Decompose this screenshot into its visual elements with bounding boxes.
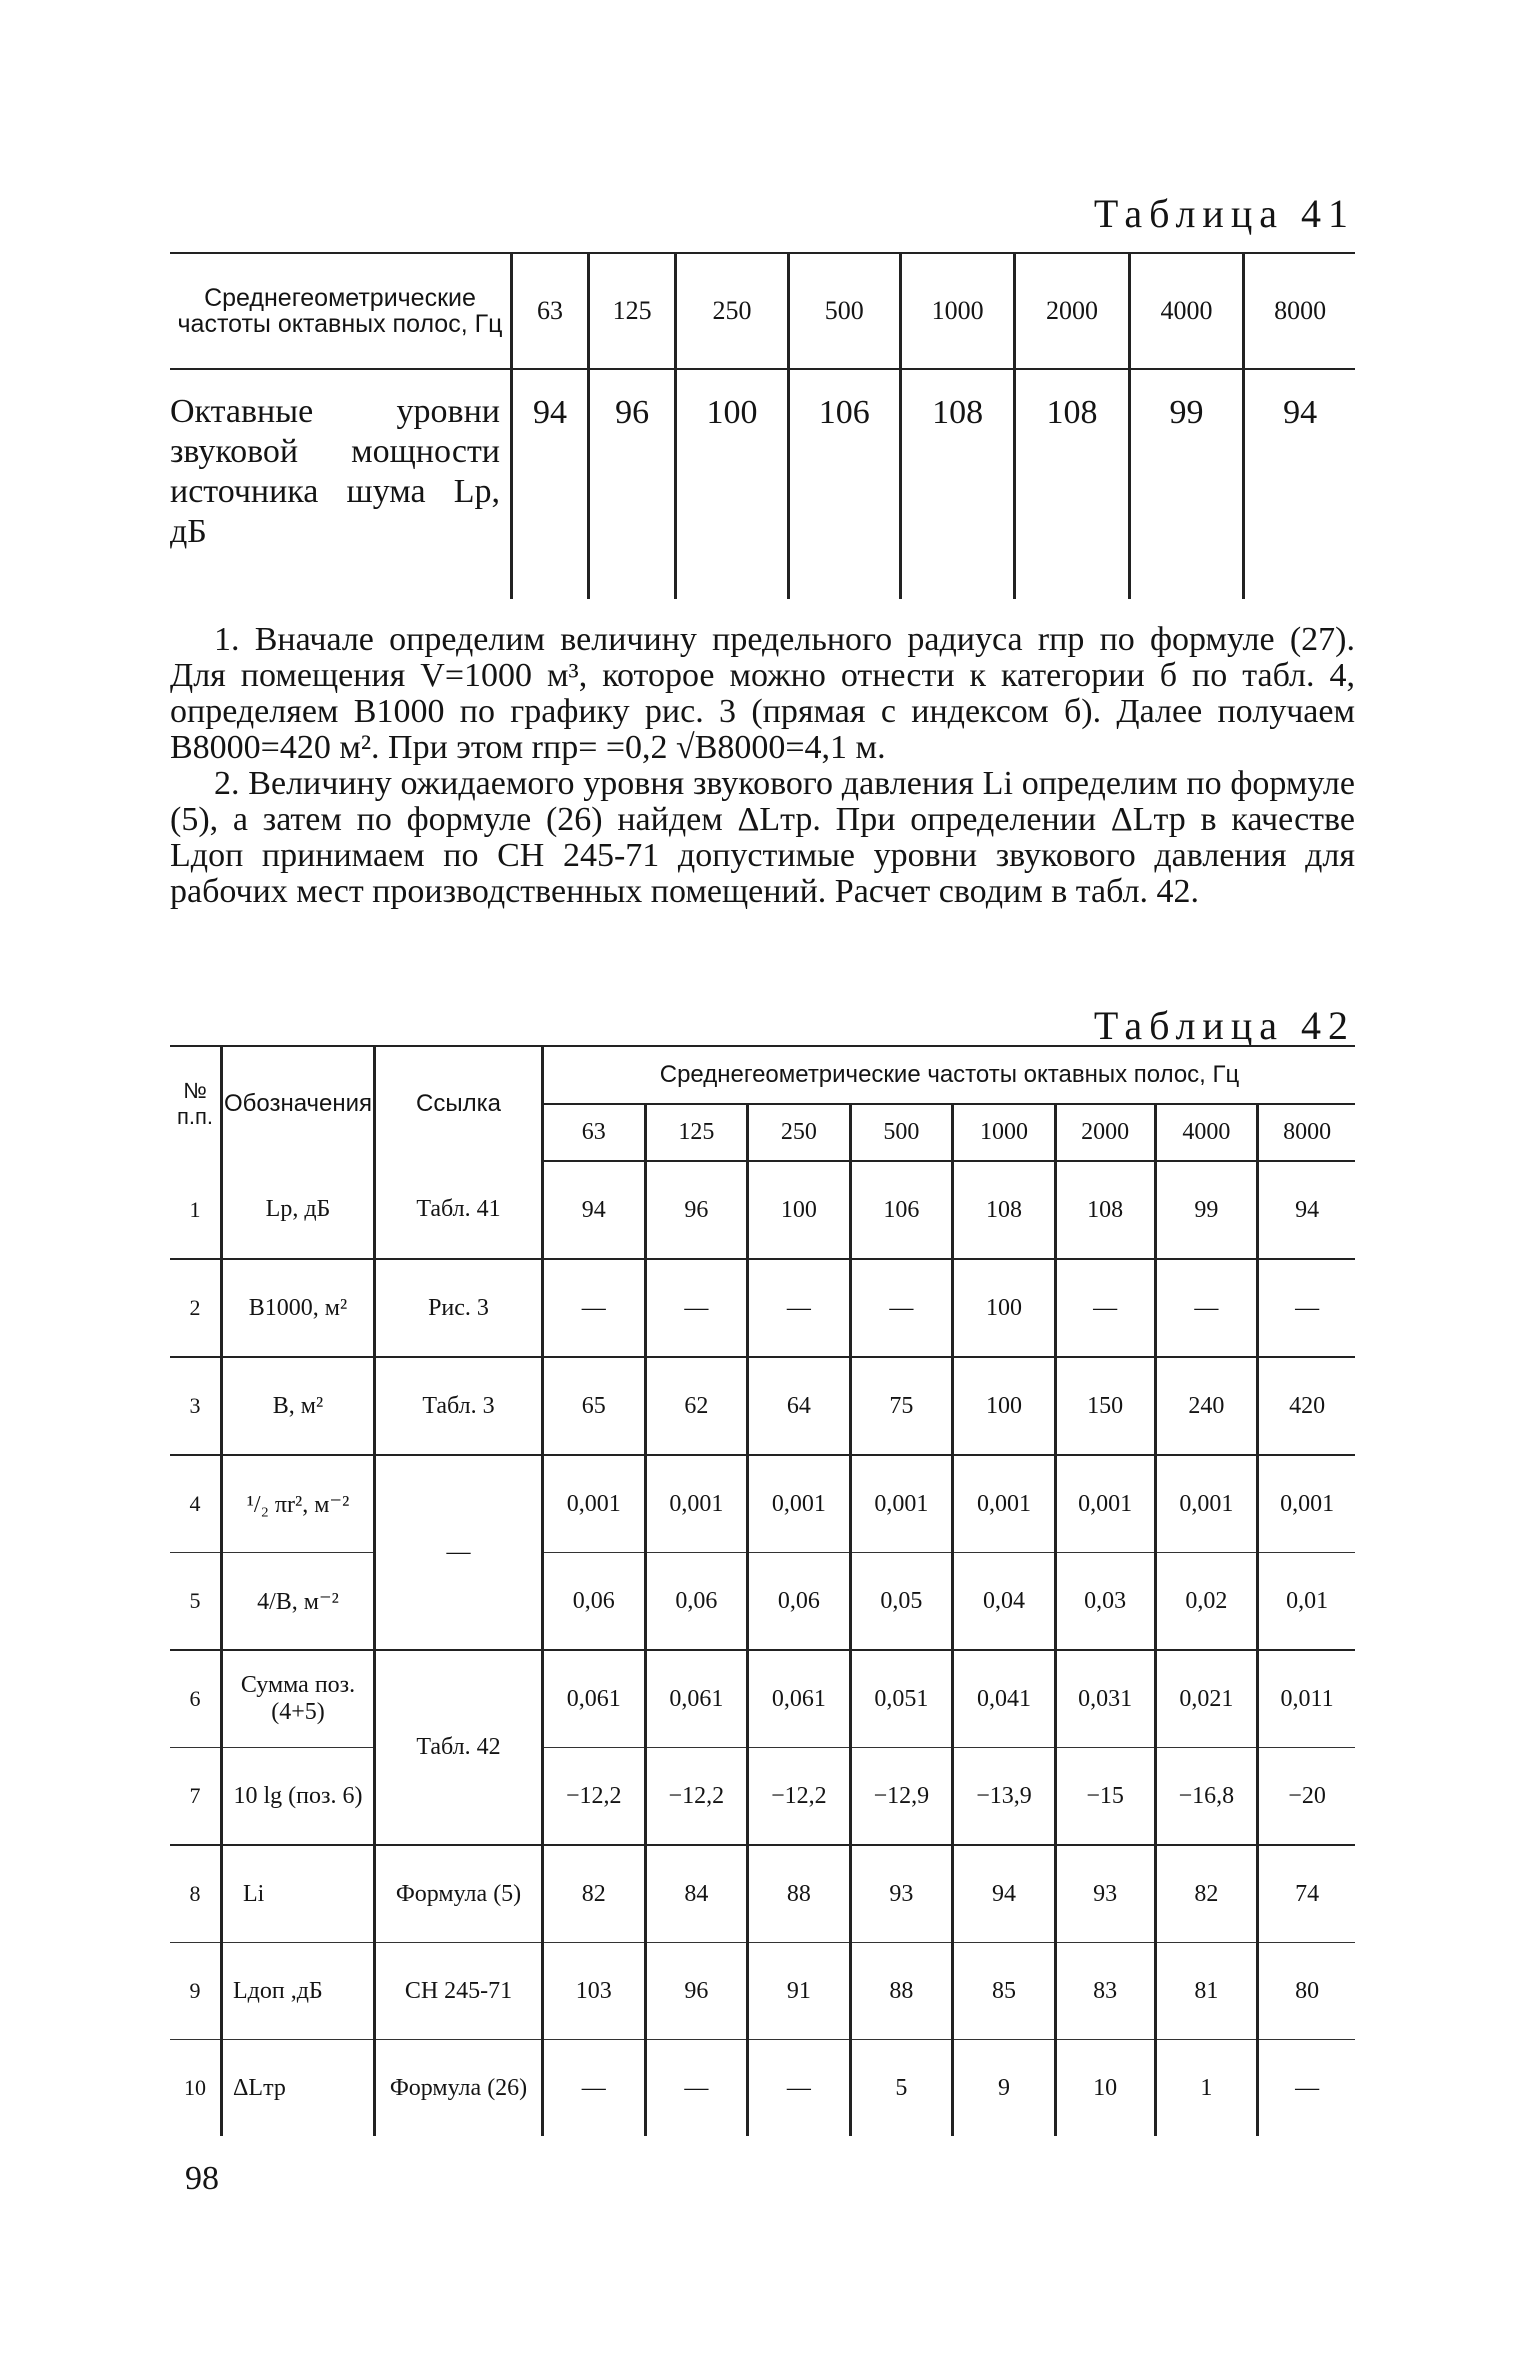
freq-header: 4000 xyxy=(1155,1104,1258,1161)
table-42-caption: Таблица 42 xyxy=(1093,1003,1355,1048)
table-row xyxy=(170,1553,1355,1651)
table-41-value: 94 xyxy=(512,369,589,599)
paragraph-2: 2. Величину ожидаемого уровня звукового давления Li определим по формуле (5), а затем по формуле (26) найдем ΔLтр. При определении ΔLтр в качестве Lдоп принимаем по СН 245-71 допустимые уровни звукового давления для рабочих мест производственных помещений. Расчет сводим в табл. 42. xyxy=(170,765,1355,910)
table-42 xyxy=(170,1045,1355,2136)
cell-value: — xyxy=(850,1259,953,1357)
cell-value: — xyxy=(1258,2040,1355,2137)
cell-value: 240 xyxy=(1155,1357,1258,1455)
row-designation: Lр, дБ xyxy=(222,1161,375,1259)
cell-value: 62 xyxy=(645,1357,748,1455)
cell-value: — xyxy=(1155,1259,1258,1357)
cell-value: 64 xyxy=(748,1357,851,1455)
table-41-data-row xyxy=(170,369,1355,599)
cell-value: — xyxy=(1055,1259,1155,1357)
cell-value: 0,021 xyxy=(1155,1650,1258,1748)
row-reference: Табл. 41 xyxy=(375,1161,543,1259)
cell-value: 93 xyxy=(1055,1845,1155,1943)
freq-header: 500 xyxy=(850,1104,953,1161)
row-reference: Табл. 3 xyxy=(375,1357,543,1455)
table-41-freq: 125 xyxy=(588,253,675,369)
cell-value: 0,061 xyxy=(543,1650,646,1748)
cell-value: −12,2 xyxy=(748,1748,851,1846)
table-41-header-label: Среднегеометрические частоты октавных полос, Гц xyxy=(170,253,512,369)
col-num-header: № п.п. xyxy=(170,1046,222,1161)
table-41-value: 96 xyxy=(588,369,675,599)
page-number: 98 xyxy=(185,2160,219,2197)
table-41-freq: 500 xyxy=(788,253,900,369)
table-41-header-row xyxy=(170,253,1355,369)
cell-value: 106 xyxy=(850,1161,953,1259)
table-41-freq: 63 xyxy=(512,253,589,369)
cell-value: 81 xyxy=(1155,1943,1258,2040)
freq-header: 250 xyxy=(748,1104,851,1161)
table-row xyxy=(170,1455,1355,1553)
cell-value: 0,051 xyxy=(850,1650,953,1748)
cell-value: 103 xyxy=(543,1943,646,2040)
cell-value: 420 xyxy=(1258,1357,1355,1455)
table-41-value: 106 xyxy=(788,369,900,599)
cell-value: −20 xyxy=(1258,1748,1355,1846)
row-num: 5 xyxy=(170,1553,222,1651)
cell-value: 5 xyxy=(850,2040,953,2137)
col-designation-header: Обозначения xyxy=(222,1046,375,1161)
cell-value: — xyxy=(645,1259,748,1357)
cell-value: 0,061 xyxy=(645,1650,748,1748)
table-row xyxy=(170,1259,1355,1357)
cell-value: 0,011 xyxy=(1258,1650,1355,1748)
cell-value: 10 xyxy=(1055,2040,1155,2137)
row-reference: Табл. 42 xyxy=(375,1650,543,1845)
cell-value: 9 xyxy=(953,2040,1056,2137)
table-row xyxy=(170,2040,1355,2137)
cell-value: 100 xyxy=(953,1357,1056,1455)
row-designation: B, м² xyxy=(222,1357,375,1455)
table-row xyxy=(170,1650,1355,1748)
table-41-value: 108 xyxy=(900,369,1014,599)
table-42-header-row xyxy=(170,1046,1355,1104)
row-num: 1 xyxy=(170,1161,222,1259)
cell-value: 0,001 xyxy=(850,1455,953,1553)
cell-value: 96 xyxy=(645,1161,748,1259)
cell-value: 0,02 xyxy=(1155,1553,1258,1651)
designation-label: ΔLтр xyxy=(233,2074,286,2101)
row-designation: B1000, м² xyxy=(222,1259,375,1357)
cell-value: 0,01 xyxy=(1258,1553,1355,1651)
cell-value: 96 xyxy=(645,1943,748,2040)
cell-value: −16,8 xyxy=(1155,1748,1258,1846)
cell-value: 94 xyxy=(953,1845,1056,1943)
row-num: 9 xyxy=(170,1943,222,2040)
table-row xyxy=(170,1943,1355,2040)
row-designation: Сумма поз. (4+5) xyxy=(222,1650,375,1748)
row-reference: Формула (26) xyxy=(375,2040,543,2137)
table-row xyxy=(170,1845,1355,1943)
row-num: 6 xyxy=(170,1650,222,1748)
cell-value: 0,001 xyxy=(543,1455,646,1553)
table-41-freq: 250 xyxy=(676,253,788,369)
cell-value: 0,001 xyxy=(748,1455,851,1553)
cell-value: −15 xyxy=(1055,1748,1155,1846)
cell-value: 0,03 xyxy=(1055,1553,1155,1651)
cell-value: 0,06 xyxy=(645,1553,748,1651)
cell-value: 65 xyxy=(543,1357,646,1455)
cell-value: — xyxy=(1258,1259,1355,1357)
row-num: 2 xyxy=(170,1259,222,1357)
cell-value: 108 xyxy=(953,1161,1056,1259)
table-41-freq: 1000 xyxy=(900,253,1014,369)
cell-value: — xyxy=(748,1259,851,1357)
cell-value: 0,031 xyxy=(1055,1650,1155,1748)
table-41-freq: 2000 xyxy=(1015,253,1129,369)
cell-value: — xyxy=(645,2040,748,2137)
cell-value: 80 xyxy=(1258,1943,1355,2040)
cell-value: 0,001 xyxy=(953,1455,1056,1553)
row-reference: — xyxy=(375,1455,543,1650)
row-designation xyxy=(222,1943,375,2040)
cell-value: 74 xyxy=(1258,1845,1355,1943)
cell-value: 0,001 xyxy=(1155,1455,1258,1553)
table-41-caption: Таблица 41 xyxy=(1093,191,1355,236)
cell-value: 100 xyxy=(748,1161,851,1259)
cell-value: 83 xyxy=(1055,1943,1155,2040)
row-reference: Рис. 3 xyxy=(375,1259,543,1357)
row-num: 4 xyxy=(170,1455,222,1553)
table-41-freq: 4000 xyxy=(1129,253,1243,369)
row-reference: Формула (5) xyxy=(375,1845,543,1943)
cell-value: — xyxy=(748,2040,851,2137)
row-reference: СН 245-71 xyxy=(375,1943,543,2040)
cell-value: 0,06 xyxy=(748,1553,851,1651)
cell-value: 1 xyxy=(1155,2040,1258,2137)
paragraph-1: 1. Вначале определим величину предельного радиуса rпр по формуле (27). Для помещения V=1000 м³, которое можно отнести к категории б по табл. 4, определяем B1000 по графику рис. 3 (прямая с индексом б). Далее получаем B8000=420 м². При этом rпр= =0,2 √B8000=4,1 м. xyxy=(170,621,1355,766)
cell-value: 100 xyxy=(953,1259,1056,1357)
cell-value: 91 xyxy=(748,1943,851,2040)
cell-value: 93 xyxy=(850,1845,953,1943)
row-num: 3 xyxy=(170,1357,222,1455)
table-row xyxy=(170,1748,1355,1846)
cell-value: 99 xyxy=(1155,1161,1258,1259)
brace-unit-label: ,дБ xyxy=(290,1977,323,2004)
table-41-value: 94 xyxy=(1244,369,1355,599)
freq-header: 125 xyxy=(645,1104,748,1161)
freq-header: 63 xyxy=(543,1104,646,1161)
cell-value: — xyxy=(543,2040,646,2137)
table-row xyxy=(170,1161,1355,1259)
cell-value: 84 xyxy=(645,1845,748,1943)
cell-value: 88 xyxy=(748,1845,851,1943)
designation-label: Lдоп xyxy=(233,1977,285,2004)
cell-value: −13,9 xyxy=(953,1748,1056,1846)
cell-value: 0,001 xyxy=(645,1455,748,1553)
cell-value: 0,001 xyxy=(1055,1455,1155,1553)
freq-header: 1000 xyxy=(953,1104,1056,1161)
document-page xyxy=(170,0,1355,2362)
table-41-freq: 8000 xyxy=(1244,253,1355,369)
row-num: 10 xyxy=(184,2075,206,2100)
cell-value: 0,05 xyxy=(850,1553,953,1651)
row-designation: 10 lg (поз. 6) xyxy=(222,1748,375,1846)
cell-value: 150 xyxy=(1055,1357,1155,1455)
cell-value: 94 xyxy=(543,1161,646,1259)
cell-value: −12,2 xyxy=(645,1748,748,1846)
cell-value: 82 xyxy=(543,1845,646,1943)
table-41-value: 99 xyxy=(1129,369,1243,599)
table-41-value: 100 xyxy=(676,369,788,599)
cell-value: 0,041 xyxy=(953,1650,1056,1748)
cell-value: −12,9 xyxy=(850,1748,953,1846)
table-41 xyxy=(170,252,1355,599)
cell-value: 82 xyxy=(1155,1845,1258,1943)
cell-value: 0,04 xyxy=(953,1553,1056,1651)
row-designation: 4/B, м⁻² xyxy=(222,1553,375,1651)
cell-value: 108 xyxy=(1055,1161,1155,1259)
cell-value: 0,061 xyxy=(748,1650,851,1748)
col-freq-group-header: Среднегеометрические частоты октавных полос, Гц xyxy=(543,1046,1356,1104)
row-designation: ¹/₂ πr², м⁻² xyxy=(222,1455,375,1553)
cell-value: — xyxy=(543,1259,646,1357)
col-reference-header: Ссылка xyxy=(375,1046,543,1161)
cell-value: 75 xyxy=(850,1357,953,1455)
cell-value: 85 xyxy=(953,1943,1056,2040)
cell-value: 88 xyxy=(850,1943,953,2040)
row-num: 7 xyxy=(170,1748,222,1846)
freq-header: 8000 xyxy=(1258,1104,1355,1161)
table-41-value: 108 xyxy=(1015,369,1129,599)
freq-header: 2000 xyxy=(1055,1104,1155,1161)
cell-value: −12,2 xyxy=(543,1748,646,1846)
body-text xyxy=(170,622,1355,910)
designation-label: Li xyxy=(243,1880,265,1907)
table-41-row-label: Октавные уровни звуковой мощности источника шума Lр, дБ xyxy=(170,393,500,550)
table-row xyxy=(170,1357,1355,1455)
row-designation xyxy=(222,2040,375,2137)
row-num: 8 xyxy=(170,1845,222,1943)
cell-value: 0,001 xyxy=(1258,1455,1355,1553)
row-designation xyxy=(222,1845,375,1943)
cell-value: 0,06 xyxy=(543,1553,646,1651)
cell-value: 94 xyxy=(1258,1161,1355,1259)
